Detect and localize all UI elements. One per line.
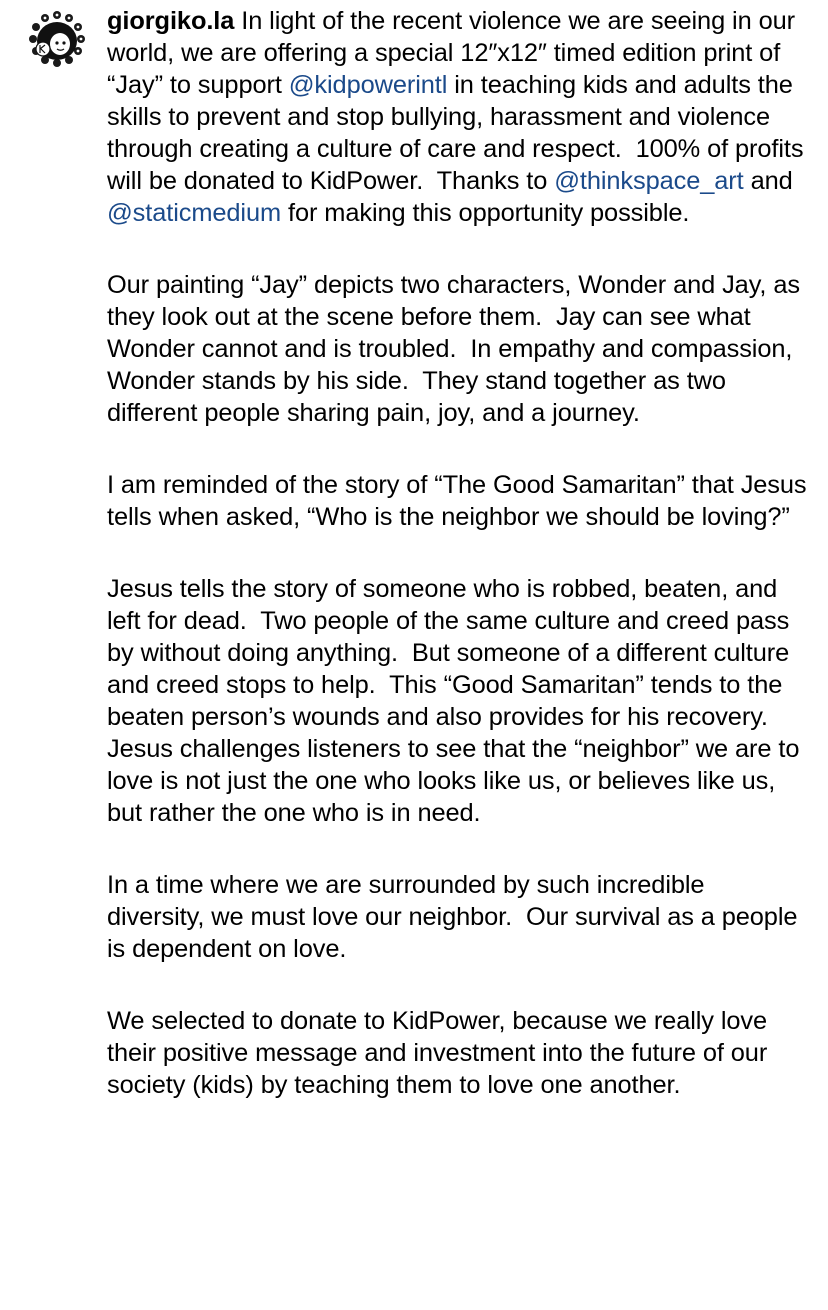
caption-text bbox=[107, 5, 807, 1141]
mention-thinkspace-art-link[interactable]: @thinkspace_art bbox=[554, 167, 744, 195]
caption-text-segment: and bbox=[743, 167, 793, 195]
caption-paragraph-1 bbox=[107, 5, 807, 229]
caption-paragraph-3: I am reminded of the story of “The Good Samaritan” that Jesus tells when asked, “Who is the neighbor we should be loving?” bbox=[107, 471, 807, 531]
caption-paragraph-4: Jesus tells the story of someone who is robbed, beaten, and left for dead. Two people of the same culture and creed pass by without doing anything. But someone of a different culture and creed stops to help. This “Good Samaritan” tends to the beaten person’s wounds and also provides for his recovery. Jesus challenges listeners to see that the “neighbor” we are to love is not just the one who looks like us, or believes like us, but rather the one who is in need. bbox=[107, 575, 800, 827]
caption-text-segment: for making this opportunity possible. bbox=[281, 199, 690, 227]
mention-kidpowerintl-link[interactable]: @kidpowerintl bbox=[288, 71, 448, 99]
avatar[interactable] bbox=[26, 8, 88, 70]
giorgiko-avatar-icon bbox=[26, 8, 88, 70]
mention-staticmedium-link[interactable]: @staticmedium bbox=[107, 199, 282, 227]
caption-paragraph-2: Our painting “Jay” depicts two characters, Wonder and Jay, as they look out at the scene before them. Jay can see what Wonder cannot and is troubled. In empathy and compassion, Wonder stands by his side. They stand together as two different people sharing pain, joy, and a journey. bbox=[107, 271, 800, 427]
caption-paragraph-6: We selected to donate to KidPower, because we really love their positive message and investment into the future of our society (kids) by teaching them to love one another. bbox=[107, 1007, 768, 1099]
caption-text-segment: in teaching kids and adults the skills to prevent and stop bullying, harassment and violence through creating a culture of care and respect. 100% of profits will be donated to KidPower. Thanks to bbox=[107, 71, 804, 195]
caption-paragraph-5: In a time where we are surrounded by such incredible diversity, we must love our neighbor. Our survival as a people is dependent on love. bbox=[107, 871, 798, 963]
username-link[interactable]: giorgiko.la bbox=[107, 7, 235, 35]
caption-text-segment: In light of the recent violence we are seeing in our world, we are offering a special 12″x12″ timed edition print of “Jay” to support bbox=[107, 7, 795, 99]
